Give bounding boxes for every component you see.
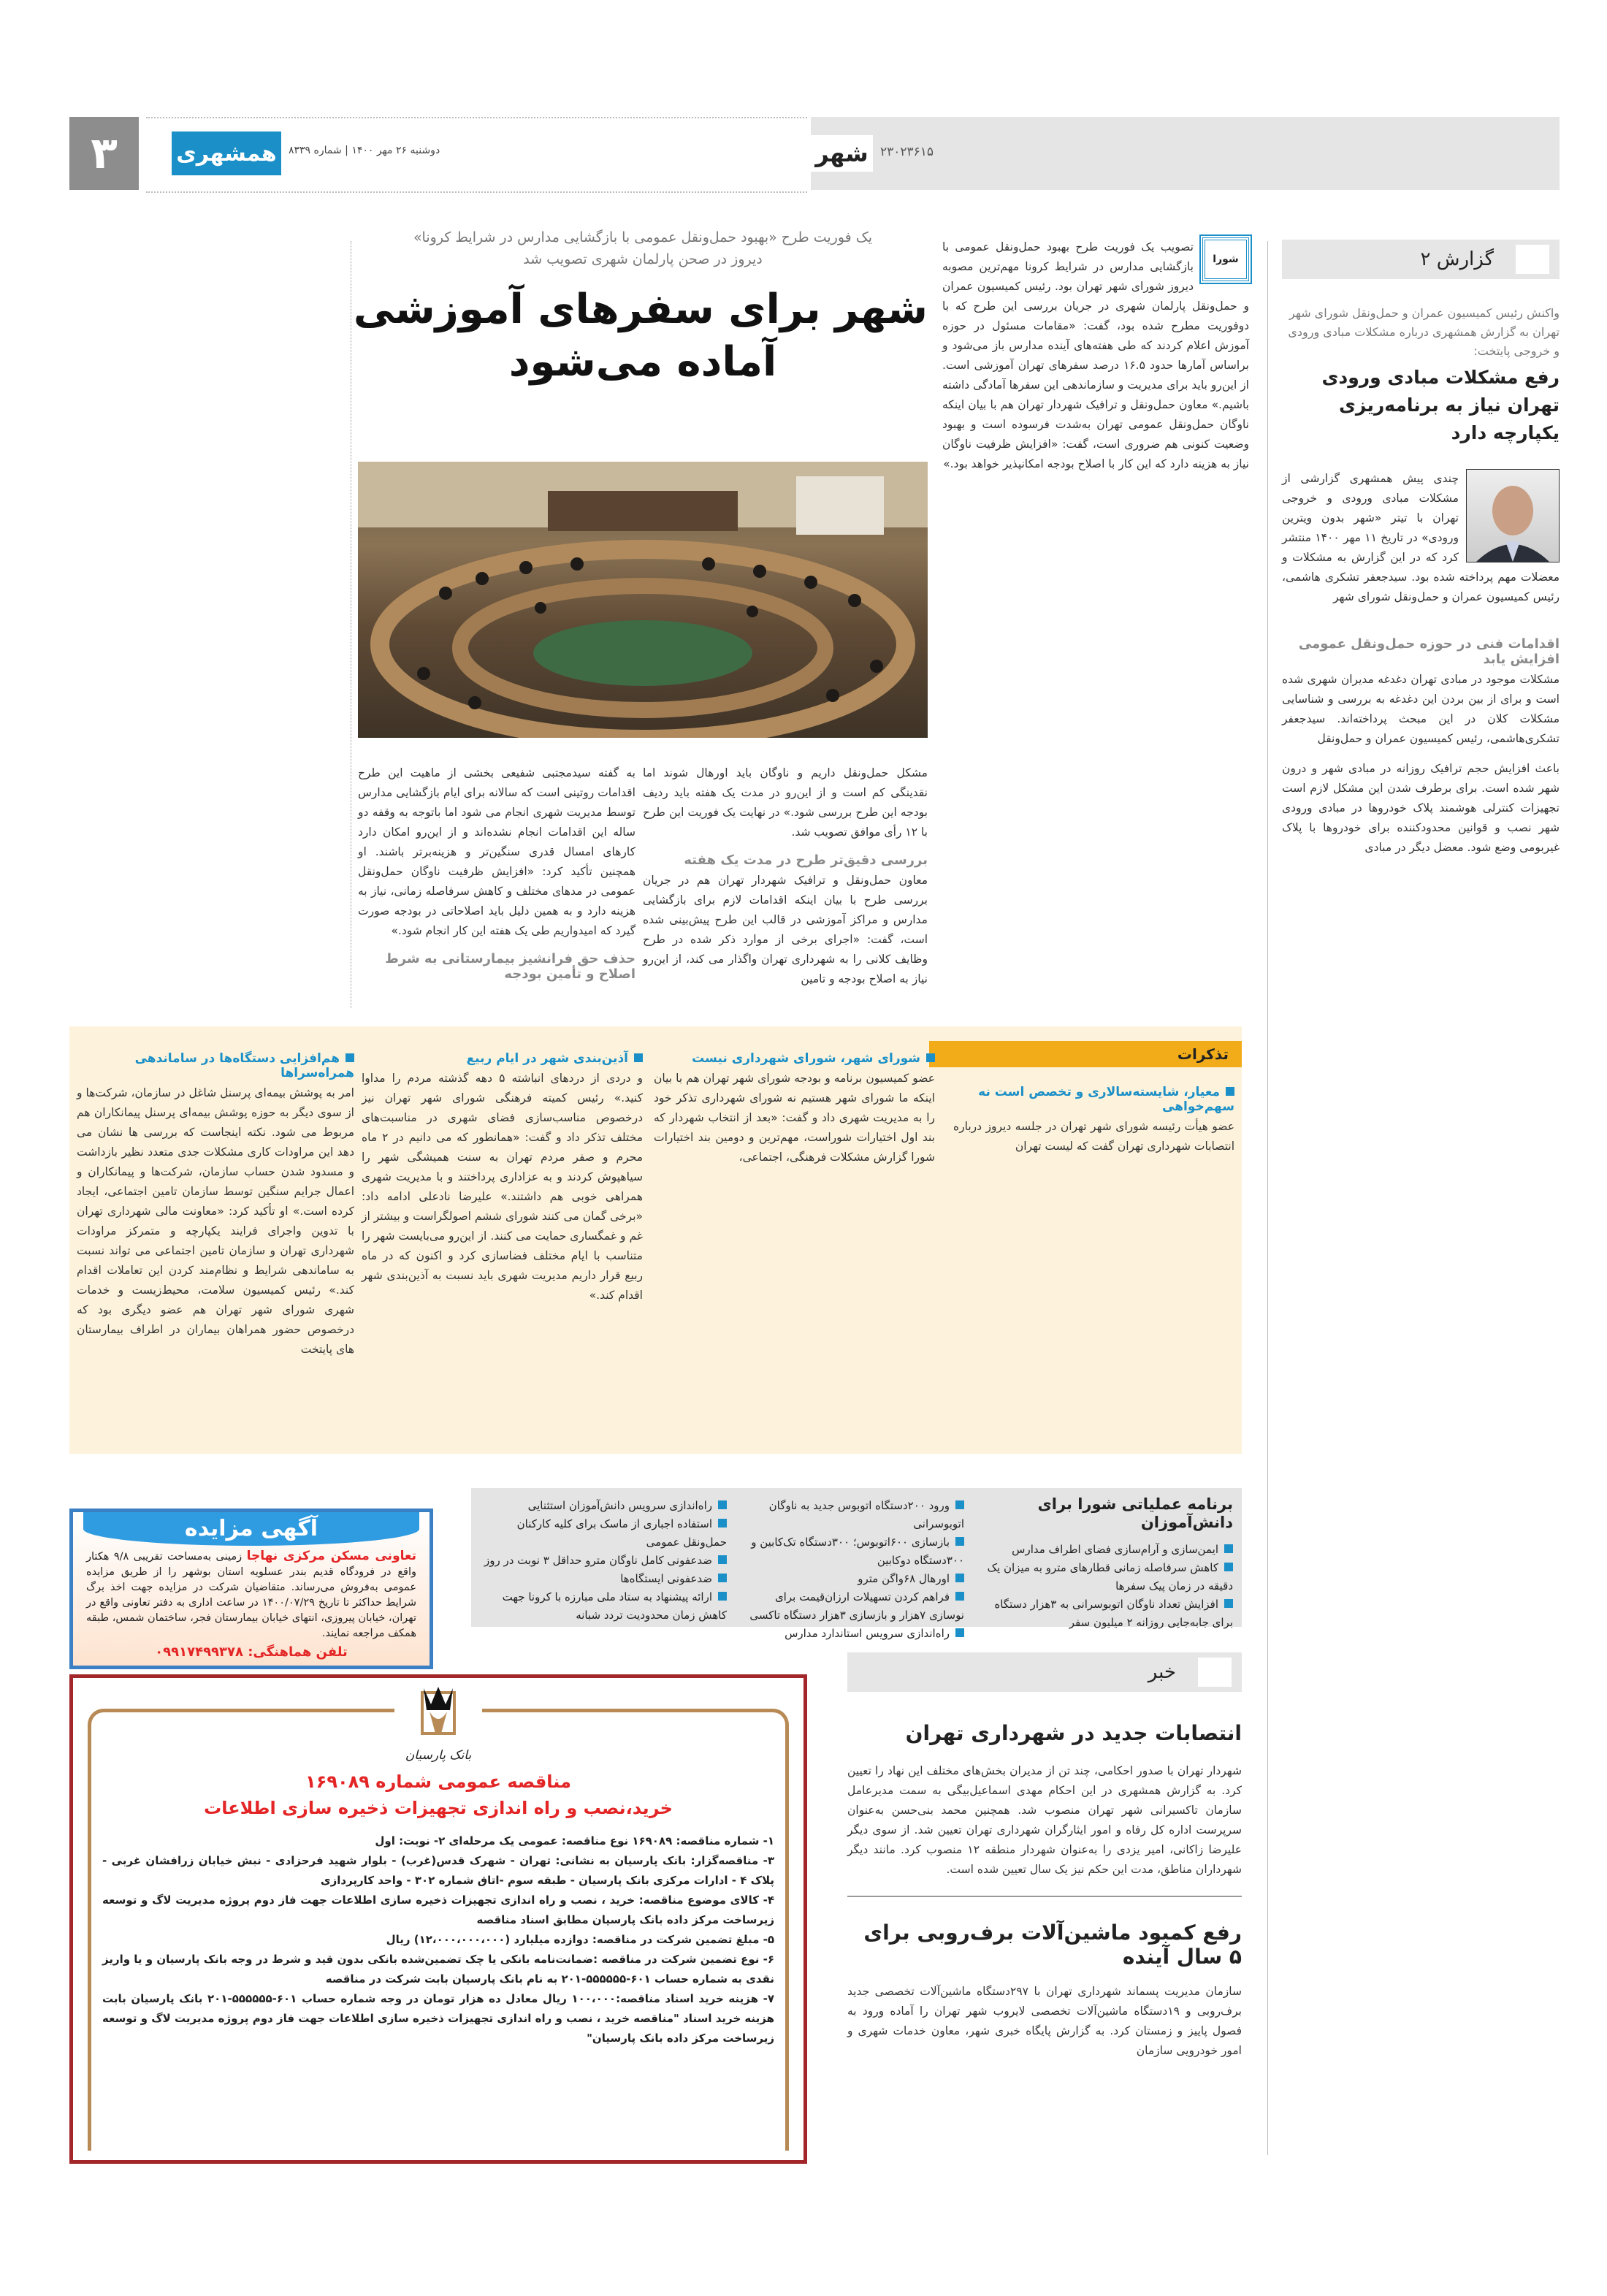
interviewee-portrait bbox=[1466, 469, 1560, 562]
action-plan-item: راه‌اندازی سرویس دانش‌آموزان استثنایی bbox=[478, 1497, 727, 1515]
lead-subhead-b: حذف حق فرانشیز بیمارستانی به شرط اصلاح و تأمین بودجه bbox=[385, 951, 635, 982]
report-2-intro: چندی پیش همشهری گزارشی از مشکلات مبادی ورودی و خروجی تهران با تیتر «شهر بدون ویترین ورودی» در تاریخ ۱۱ مهر ۱۴۰۰ منتشر کرد که در این گزارش به مشکلات و معضلات مهم پرداخته شده بود. سیدجعفر تشکری هاشمی، رئیس کمیسیون عمران و حمل‌ونقل شورای شهر bbox=[1282, 472, 1560, 603]
kicker-badge: شورا bbox=[1202, 237, 1249, 281]
action-plan-item: بازسازی ۶۰۰اتوبوس؛ ۳۰۰دستگاه تک‌کابین و ۳۰۰دستگاه دوکابین bbox=[738, 1533, 964, 1570]
newspaper-logo: همشهری bbox=[172, 131, 281, 175]
news-headline: رفع کمبود ماشین‌آلات برف‌روبی برای ۵ سال آینده bbox=[863, 1921, 1242, 1969]
news-divider bbox=[847, 1896, 1242, 1897]
issue-date: دوشنبه ۲۶ مهر ۱۴۰۰ | شماره ۸۳۳۹ bbox=[289, 145, 440, 156]
council-chamber-illustration bbox=[358, 462, 928, 738]
action-plan-item: راه‌اندازی سرویس استاندارد مدارس bbox=[738, 1625, 964, 1643]
tender-item: ۳- مناقصه‌گزار: بانک پارسیان به نشانی: تهران - شهرک قدس(غرب) - بلوار شهید فرحزادی - نبش خیابان زرافشان غربی - پلاک ۴ - ادارات مرکزی بانک پارسیان - طبقه سوم -اتاق شماره ۳۰۲ - واحد کارپردازی bbox=[102, 1854, 774, 1887]
tender-item: ۷- هزینه خرید اسناد مناقصه:۱۰۰،۰۰۰ ریال معادل ده هزار تومان در وجه شماره حساب ۶۰۱-۵۵۵۵۵۵-۲۰۱ بانک پارسیان بابت هزینه خرید اسناد "مناقصه خرید ، نصب و راه اندازی تجهیزات ذخیره سازی اطلاعات جهت فاز دوم پروژه مدیریت لاگ و توسعه زیرساخت مرکز داده بانک پارسیان" bbox=[102, 1992, 774, 2045]
report-2-body-2: باعث افزایش حجم ترافیک روزانه در مبادی شهر و درون شهر شده است. برای برطرف شدن این مشکل لازم است تجهیزات کنترلی هوشمند پلاک خودروها در مبادی ورودی شهر نصب و قوانین محدودکننده برای خودروها با پلاک غیربومی وضع شود. معضل دیگر در مبادی bbox=[1282, 762, 1560, 854]
column-divider bbox=[351, 241, 352, 1008]
lead-supertitle: یک فوریت طرح «بهبود حمل‌ونقل عمومی با بازگشایی مدارس در شرایط کرونا» bbox=[413, 229, 873, 245]
lead-column-b bbox=[358, 763, 635, 985]
news-section bbox=[847, 1652, 1242, 2061]
lead-intro-text: تصویب یک فوریت طرح بهبود حمل‌ونقل عمومی با بازگشایی مدارس در شرایط کرونا مهم‌ترین مصوبه دیروز شورای شهر تهران بود. رئیس کمیسیون عمران و حمل‌ونقل پارلمان شهری در جریان بررسی این طرح که با دوفوریت مطرح شده بود، گفت: «مقامات مسئول در حوزه آموزش اعلام کردند که طی هفته‌های آینده مدارس باز می‌شود و براساس آمارها حدود ۱۶.۵ درصد سفرهای تهران آموزشی است. از این‌رو باید برای مدیریت و سازماندهی این سفرها آمادگی داشته باشیم.» معاون حمل‌ونقل و ترافیک شهردار تهران هم با بیان اینکه ناوگان حمل‌ونقل عمومی تهران به‌شدت فرسوده است و بهبود وضعیت کنونی هم ضروری است، گفت: «افزایش ظرفیت ناوگان نیاز به هزینه دارد که این کار با اصلاح بودجه امکانپذیر خواهد بود.» bbox=[942, 240, 1249, 470]
action-plan-item: اورهال ۶۸واگن مترو bbox=[738, 1570, 964, 1588]
lead-column-a2-text: معاون حمل‌ونقل و ترافیک شهردار تهران هم در جریان بررسی طرح با بیان اینکه اقدامات لازم برای بازگشایی مدارس و مراکز آموزشی در قالب این طرح پیش‌بینی شده است، گفت: «اجرای برخی از موارد ذکر شده در طرح وظایف کلانی را به شهرداری تهران واگذار می کند، از این‌رو نیاز به اصلاح بودجه و تامین bbox=[643, 874, 928, 985]
lead-headline: شهر برای سفرهای آموزشی bbox=[353, 286, 928, 333]
action-plan-item: ورود ۲۰۰دستگاه اتوبوس جدید به ناوگان اتوبوسرانی bbox=[738, 1497, 964, 1533]
reminder-text: عضو هیأت رئیسه شورای شهر تهران در جلسه دیروز درباره انتصابات شهرداری تهران گفت که لیست تهران bbox=[953, 1120, 1234, 1153]
reminder-text: و دردی از دردهای انباشته ۵ دهه گذشته مردم را مداوا کنید.» رئیس کمیته فرهنگی شورای شهر تهران نیز درخصوص مناسب‌سازی فضای شهری در مناسبت‌های مختلف تذکر داد و گفت: «همانطور که می دانیم در ۲ ماه محرم و صفر مردم تهران به سنت همیشگی شهر را سیاهپوش کردند و به عزاداری پرداختند و با مدیریت شهری همراهی خوبی هم داشتند.» علیرضا نادعلی ادامه داد: «برخی گمان می کنند شورای ششم اصولگراست و بیشتر از غم و غمگساری حمایت می کنند. از این‌رو می‌بایست شهر را متناسب با ایام مختلف فضاسازی کرد و اکنون که در ماه ربیع قرار داریم مدیریت شهری باید نسبت به آذین‌بندی شهر اقدام کند.» bbox=[362, 1072, 643, 1302]
auction-ad-phone: تلفن هماهنگی: ۰۹۹۱۷۴۹۹۳۷۸ bbox=[155, 1644, 348, 1660]
council-session-photo bbox=[358, 462, 928, 738]
tender-item: ۱- شماره مناقصه: ۱۶۹۰۸۹ نوع مناقصه: عمومی یک مرحله‌ای ۲- نوبت: اول bbox=[375, 1834, 774, 1847]
lead-headline-block bbox=[353, 226, 928, 454]
report-2-header bbox=[1282, 240, 1560, 279]
reminder-heading: آذین‌بندی شهر در ایام ربیع bbox=[362, 1051, 643, 1066]
lead-supertitle-2: دیروز در صحن پارلمان شهری تصویب شد bbox=[523, 251, 763, 267]
tender-items bbox=[102, 1831, 774, 2048]
action-plan-col-1 bbox=[977, 1495, 1233, 1632]
action-plan-item: کاهش سرفاصله زمانی قطارهای مترو به میزان یک دقیقه در زمان پیک سفرها bbox=[977, 1559, 1233, 1595]
bank-name: بانک پارسیان bbox=[405, 1748, 472, 1763]
action-plan-item: استفاده اجباری از ماسک برای کلیه کارکنان حمل‌ونقل عمومی bbox=[478, 1515, 727, 1552]
report-2-body: مشکلات موجود در مبادی تهران دغدغه مدیران شهری شده است و برای از بین بردن این دغدغه به بررسی و شناسایی مشکلات کلان در این مبحث پرداخته‌اند. سیدجعفر تشکری‌هاشمی، رئیس کمیسیون عمران و حمل‌ونقل bbox=[1282, 673, 1560, 745]
reminder-item bbox=[654, 1041, 935, 1167]
auction-ad-org: تعاونی مسکن مرکزی نهاجا bbox=[246, 1549, 416, 1563]
news-body: شهردار تهران با صدور احکامی، چند تن از مدیران بخش‌های مختلف این نهاد را تعیین کرد. به گزارش همشهری در این احکام مهدی اسماعیل‌بیگی به سمت مدیرعامل سازمان تاکسیرانی شهر تهران منصوب شد. همچنین محمد بنی‌حسن به‌عنوان سرپرست اداره کل رفاه و امور ایثارگران شهرداری تهران تعیین شد. از سوی دیگر علیرضا زاکانی، امیر یزدی را به‌عنوان شهردار منطقه ۱۲ منصوب کرد. مانند دیگر شهرداران مناطق، مدت این حکم نیز یک سال تعیین شده است. bbox=[847, 1764, 1242, 1876]
action-plan-col-2 bbox=[738, 1497, 964, 1643]
action-plan-title: برنامه عملیاتی شورا برای دانش‌آموزان bbox=[1037, 1495, 1233, 1531]
auction-ad-body: زمینی به‌مساحت تقریبی ۹/۸ هکتار واقع در فرودگاه قدیم بندر عسلویه استان بوشهر را از طریق مزایده عمومی به‌فروش می‌رساند. متقاضیان شرکت در مزایده جهت اخذ برگ شرایط حداکثر تا تاریخ ۱۴۰۰/۰۷/۲۹ در ساعت اداری به دفتر تعاونی واقع در تهران، خیابان پیروزی، انتهای خیابان بیمارستان فجر، ساختمان شمس، طبقه همکف مراجعه نمایند. bbox=[86, 1551, 416, 1639]
reminder-heading: معیار، شایسته‌سالاری و تخصص است نه سهم‌خواهی bbox=[953, 1085, 1234, 1114]
news-headline: انتصابات جدید در شهرداری تهران bbox=[905, 1721, 1242, 1745]
report-2-subhead: اقدامات فنی در حوزه حمل‌ونقل عمومی افزایش یابد bbox=[1298, 636, 1560, 667]
lead-column-a-text: مشکل حمل‌ونقل داریم و ناوگان باید اورهال شوند اما نقدینگی کم است و از این‌رو در مدت یک هفته باید ردیف بودجه این طرح بررسی شود.» در نهایت یک فوریت این طرح با ۱۲ رأی موافق تصویب شد. bbox=[643, 766, 928, 839]
tender-item: ۶- نوع تضمین شرکت در مناقصه :ضمانت‌نامه بانکی یا چک تضمین‌شده بانکی بدون قید و شرط در وجه بانک پارسیان و یا واریز نقدی به شماره حساب ۶۰۱-۵۵۵۵۵۵-۲۰۱ به نام بانک پارسیان بابت شرکت در مناقصه bbox=[102, 1953, 774, 1986]
action-plan-item: فراهم کردن تسهیلات ارزان‌قیمت برای نوسازی ۷هزار و بازسازی ۳هزار دستگاه تاکسی bbox=[738, 1588, 964, 1625]
report-2-column bbox=[1282, 240, 1560, 858]
report-2-label: گزارش ۲ bbox=[1420, 248, 1494, 270]
lead-column-a bbox=[643, 763, 928, 989]
lead-column-b-text: به گفته سیدمجتبی شفیعی بخشی از ماهیت این طرح اقدامات روتینی است که سالانه برای ایام بازگشایی مدارس توسط مدیریت شهری انجام می شود اما باتوجه به وقفه دو ساله این اقدامات انجام نشده‌اند و از این‌رو امکان دارد کارهای امسال قدری سنگین‌تر و هزینه‌برتر باشند. او همچنین تأکید کرد: «افزایش ظرفیت ناوگان حمل‌ونقل عمومی در مدهای مختلف و کاهش سرفاصله زمانی، نیاز به هزینه دارد و به همین دلیل باید اصلاحاتی در بودجه صورت گیرد که امیدواریم طی یک هفته این کار انجام شود.» bbox=[358, 766, 635, 937]
reminder-item bbox=[953, 1075, 1234, 1156]
report-2-supertitle: واکنش رئیس کمیسیون عمران و حمل‌ونقل شورای شهر تهران به گزارش همشهری درباره مشکلات مبادی ورودی و خروجی پایتخت: bbox=[1288, 306, 1560, 358]
tender-item: ۵- مبلغ تضمین شرکت در مناقصه: دوازده میلیارد (۱۲،۰۰۰،۰۰۰،۰۰۰) ریال bbox=[386, 1933, 774, 1946]
action-plan-item: ضدعفونی ایستگاه‌ها bbox=[478, 1570, 727, 1588]
reminder-heading: هم‌افزایی دستگاه‌ها در ساماندهی همراه‌سراها bbox=[77, 1051, 354, 1080]
reminder-text: عضو کمیسیون برنامه و بودجه شورای شهر تهران هم با بیان اینکه ما شورای شهر هستیم نه شورای شهرداری تذکر خود را به مدیریت شهری داد و گفت: «بعد از انتخاب شهردار که بند اول اختیارات شوراست، مهم‌ترین و دومین بند اختیارات شورا گزارش مشکلات فرهنگی، اجتماعی، bbox=[654, 1072, 935, 1164]
bank-logo-icon bbox=[394, 1682, 482, 1748]
section-title: شهر bbox=[811, 135, 873, 172]
news-label: خبر bbox=[1148, 1661, 1176, 1683]
action-plan-box bbox=[471, 1488, 1242, 1640]
lead-intro-column bbox=[942, 237, 1249, 474]
column-divider bbox=[1267, 241, 1269, 2155]
reminder-heading: شورای شهر، شورای شهرداری نیست bbox=[654, 1051, 935, 1066]
news-header bbox=[847, 1652, 1242, 1692]
report-2-headline: رفع مشکلات مبادی ورودی تهران نیاز به برنامه‌ریزی یکپارچه دارد bbox=[1321, 367, 1560, 443]
action-plan-col-3 bbox=[478, 1497, 727, 1625]
reminders-box bbox=[69, 1026, 1242, 1454]
section-phone: ۲۳۰۲۳۶۱۵ bbox=[880, 145, 934, 159]
reminder-text: امر به پوشش بیمه‌ای پرسنل شاغل در سازمان، شرکت‌ها و از سوی دیگر به حوزه پوشش بیمه‌ای پرسنل پیمانکاران هم مربوط می شود. نکته اینجاست که بررسی ها نشان می دهد این مراودات کاری مشکلات جدی متعدد نظیر بازداشت و مسدود شدن حساب سازمان، شرکت‌ها و پیمانکاران و اعمال جرایم سنگین توسط سازمان تامین اجتماعی، ایجاد کرده است.» او تأکید کرد: «معاونت مالی شهرداری تهران با تدوین واجرای فرایند یکپارچه و متمرکز مراودات شهرداری تهران و سازمان تامین اجتماعی می تواند نسبت به ساماندهی شرایط و نظام‌مند کردن این تعاملات اقدام کند.» رئیس کمیسیون سلامت، محیط‌زیست و خدمات شهری شورای شهر تهران هم عضو دیگری بود که درخصوص حضور همراهان بیماران در اطراف بیمارستان های پایتخت bbox=[77, 1086, 354, 1356]
reminder-item bbox=[77, 1041, 354, 1359]
reminder-item bbox=[362, 1041, 643, 1305]
news-body: سازمان مدیریت پسماند شهرداری تهران با ۲۹۷دستگاه ماشین‌آلات تخصصی جدید برف‌روبی و ۱۹دستگاه ماشین‌آلات تخصصی لایروب شهر تهران را آماده ورود به فصول پاییز و زمستان کرد. به گزارش پایگاه خبری شهر، معاون خدمات شهری و امور خودرویی سازمان bbox=[847, 1985, 1242, 2057]
tender-title: مناقصه عمومی شماره ۱۶۹۰۸۹ bbox=[305, 1771, 571, 1792]
tender-ad bbox=[69, 1674, 807, 2164]
action-plan-item: ایمن‌سازی و آرام‌سازی فضای اطراف مدارس bbox=[977, 1541, 1233, 1559]
tender-item: ۴- کالای موضوع مناقصه: خرید ، نصب و راه اندازی تجهیزات ذخیره سازی اطلاعات جهت فاز دوم پروژه مدیریت لاگ و توسعه زیرساخت مرکز داده بانک پارسیان مطابق اسناد مناقصه bbox=[102, 1893, 774, 1926]
action-plan-item: افزایش تعداد ناوگان اتوبوسرانی به ۳هزار دستگاه برای جابه‌جایی روزانه ۲ میلیون سفر bbox=[977, 1595, 1233, 1632]
auction-ad bbox=[69, 1509, 433, 1669]
reminders-title: تذکرات bbox=[929, 1041, 1242, 1067]
tender-subtitle: خرید،نصب و راه اندازی تجهیزات ذخیره سازی اطلاعات bbox=[204, 1798, 673, 1818]
lead-headline-2: آماده می‌شود bbox=[508, 338, 777, 386]
page-number: ۳ bbox=[69, 117, 139, 190]
action-plan-item: ضدعفونی کامل ناوگان مترو حداقل ۳ نوبت در روز bbox=[478, 1552, 727, 1570]
lead-subhead-a: بررسی دقیق‌تر طرح در مدت یک هفته bbox=[684, 853, 928, 868]
action-plan-item: ارائه پیشنهاد به ستاد ملی مبارزه با کرونا جهت کاهش زمان محدودیت تردد شبانه bbox=[478, 1588, 727, 1625]
auction-ad-title: آگهی مزایده bbox=[83, 1512, 419, 1546]
